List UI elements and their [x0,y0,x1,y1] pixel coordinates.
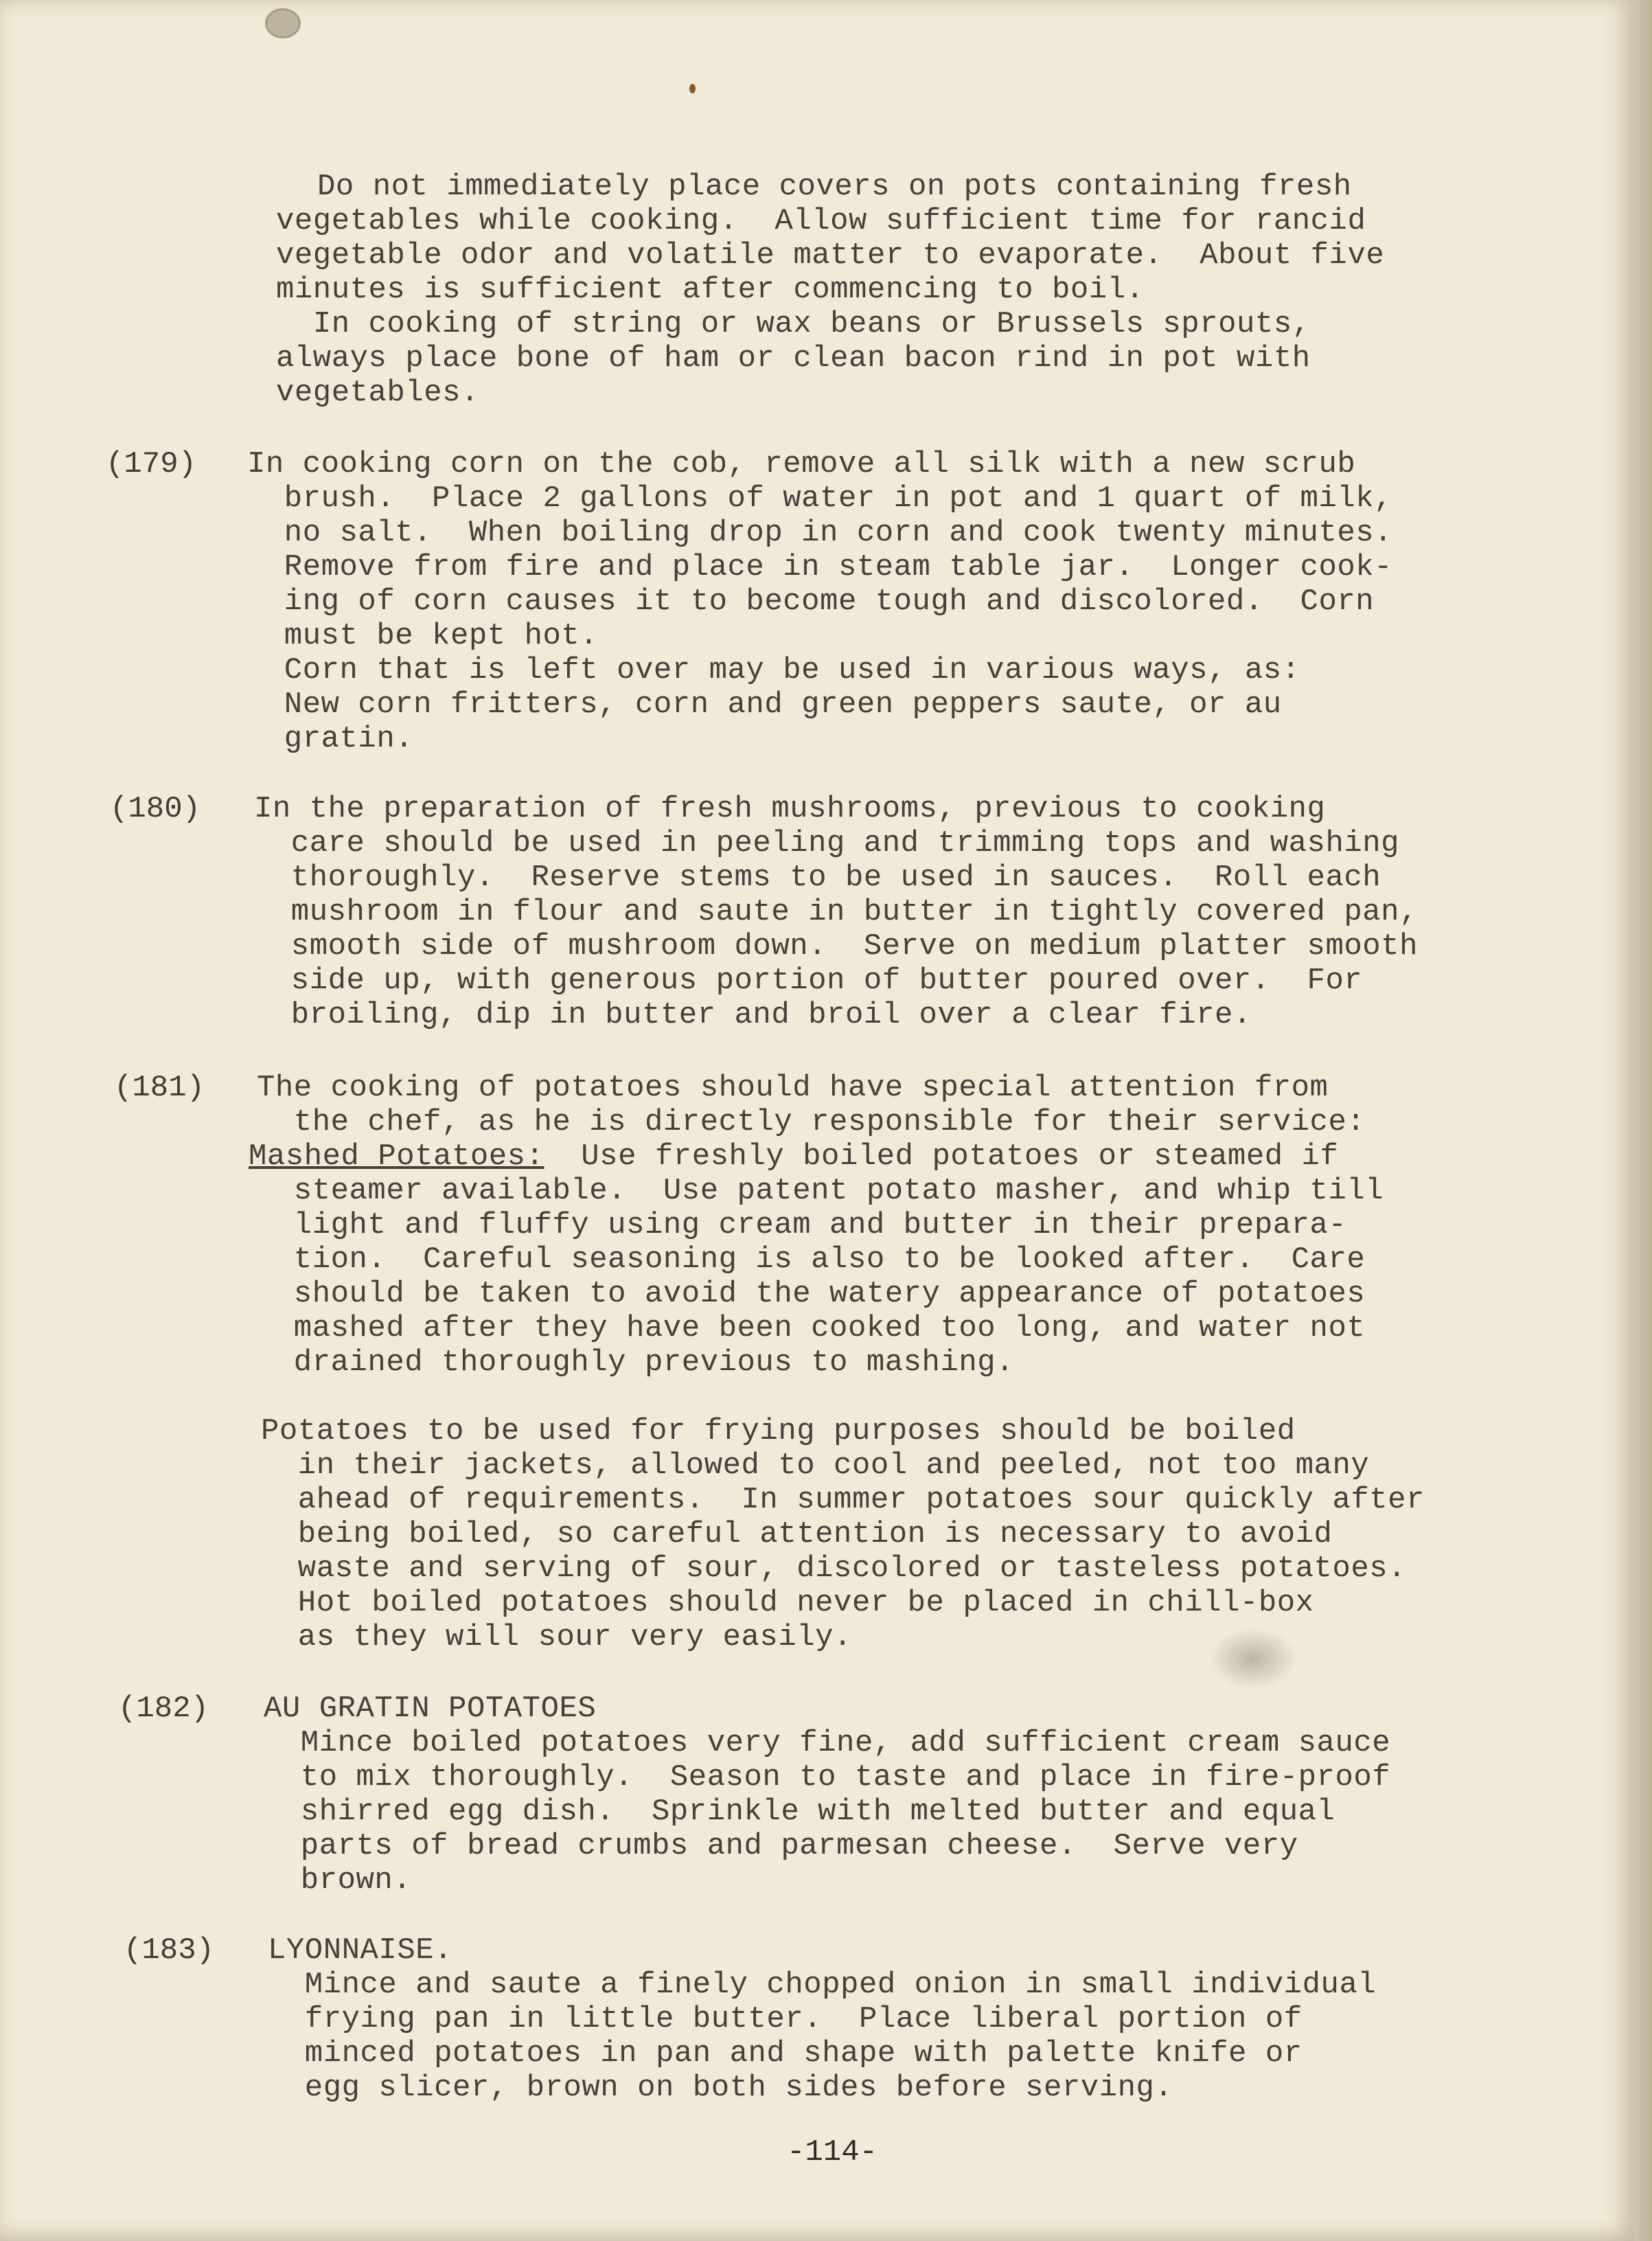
intro-line: vegetables. [276,376,479,410]
section-line: In the preparation of fresh mushrooms, previous to cooking [254,792,1326,826]
section-line: Potatoes to be used for frying purposes should be boiled [261,1414,1296,1448]
section-line: In cooking corn on the cob, remove all silk with a new scrub [247,447,1356,481]
section-line: should be taken to avoid the watery appearance of potatoes [257,1277,1366,1311]
section-line: ahead of requirements. In summer potatoes sour quickly after [261,1483,1425,1517]
section-line: care should be used in peeling and trimming tops and washing [254,826,1400,861]
intro-line: vegetables while cooking. Allow sufficient time for rancid [276,204,1366,238]
section-line: parts of bread crumbs and parmesan cheese. Serve very [264,1829,1298,1863]
section-line: broiling, dip in butter and broil over a clear fire. [254,998,1252,1032]
intro-line: minutes is sufficient after commencing to boil. [276,273,1145,307]
section-line: brush. Place 2 gallons of water in pot and 1 quart of milk, [247,481,1393,516]
fingerprint-smudge [1208,1628,1298,1690]
section-line: drained thoroughly previous to mashing. [257,1345,1015,1380]
section-line: egg slicer, brown on both sides before serving. [268,2071,1173,2105]
section-line: minced potatoes in pan and shape with palette knife or [268,2036,1303,2071]
section-line: The cooking of potatoes should have special attention from [257,1071,1329,1105]
section-number: (181) [114,1071,205,1105]
section-number: (183) [124,1933,215,1968]
section-line: mushroom in flour and saute in butter in tightly covered pan, [254,895,1418,929]
intro-line: always place bone of ham or clean bacon rind in pot with [276,341,1311,376]
section-line: in their jackets, allowed to cool and peeled, not too many [261,1448,1370,1483]
section-line: must be kept hot. [247,619,599,653]
punch-hole [265,8,301,38]
section-line: as they will sour very easily. [261,1620,852,1654]
section-line: gratin. [247,722,414,756]
section-line: mashed after they have been cooked too long, and water not [257,1311,1366,1345]
section-line: brown. [264,1863,412,1898]
section-line: waste and serving of sour, discolored or tasteless potatoes. [261,1551,1407,1586]
section-line: Hot boiled potatoes should never be placed in chill-box [261,1586,1314,1620]
section-heading: LYONNAISE. [268,1933,453,1968]
section-line: the chef, as he is directly responsible for their service: [257,1105,1366,1139]
section-line: shirred egg dish. Sprinkle with melted butter and equal [264,1795,1335,1829]
section-line: light and fluffy using cream and butter in their prepara- [257,1208,1347,1242]
section-number: (180) [110,792,201,826]
section-line: Corn that is left over may be used in various ways, as: [247,653,1300,687]
ink-mark [689,84,696,93]
mashed-potatoes-line [249,1140,1338,1173]
section-line: ing of corn causes it to become tough and discolored. Corn [247,584,1375,619]
section-line: Mince and saute a finely chopped onion in small individual [268,1968,1377,2002]
intro-line: Do not immediately place covers on pots containing fresh [317,170,1352,204]
section-line: frying pan in little butter. Place liberal portion of [268,2002,1303,2036]
section-line: New corn fritters, corn and green peppers saute, or au [247,687,1282,722]
section-line: smooth side of mushroom down. Serve on medium platter smooth [254,929,1418,964]
section-line: no salt. When boiling drop in corn and cook twenty minutes. [247,516,1393,550]
section-line: Remove from fire and place in steam table jar. Longer cook- [247,550,1393,584]
section-line: Use freshly boiled potatoes or steamed if [544,1139,1339,1174]
section-line: Mince boiled potatoes very fine, add sufficient cream sauce [264,1726,1391,1760]
intro-line: vegetable odor and volatile matter to evaporate. About five [276,238,1385,273]
subheading-mashed-potatoes: Mashed Potatoes: [249,1139,544,1174]
section-line: side up, with generous portion of butter poured over. For [254,964,1363,998]
section-line: being boiled, so careful attention is necessary to avoid [261,1517,1333,1551]
section-heading: AU GRATIN POTATOES [264,1692,597,1726]
intro-line: In cooking of string or wax beans or Brussels sprouts, [276,307,1311,341]
section-line: thoroughly. Reserve stems to be used in sauces. Roll each [254,861,1381,895]
section-line: tion. Careful seasoning is also to be looked after. Care [257,1242,1366,1277]
section-line: to mix thoroughly. Season to taste and place in fire-proof [264,1760,1391,1795]
page-edge [1634,0,1652,2241]
page-number: -114- [787,2135,878,2170]
section-line: steamer available. Use patent potato masher, and whip till [257,1174,1384,1208]
section-number: (182) [118,1692,209,1726]
section-number: (179) [106,447,197,481]
